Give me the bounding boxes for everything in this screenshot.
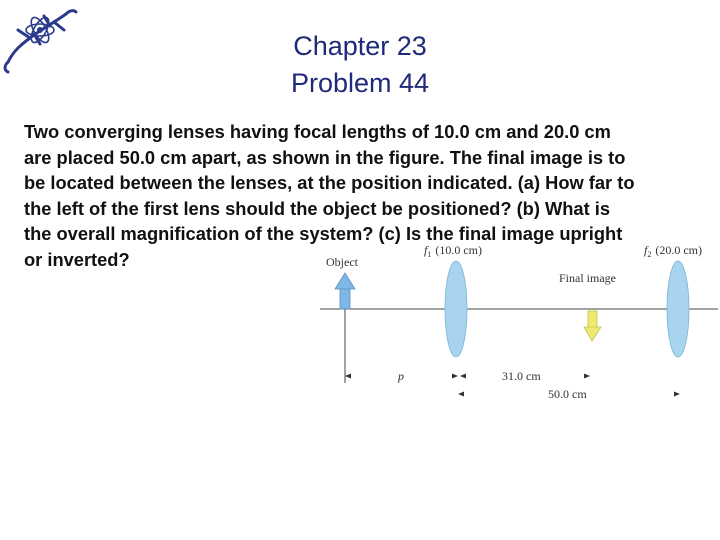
converging-lens-2 — [667, 261, 689, 357]
converging-lens-1 — [445, 261, 467, 357]
logo — [0, 0, 80, 76]
problem-line: or inverted? — [24, 248, 130, 270]
final-image-arrow — [584, 311, 601, 341]
slide-title — [200, 28, 520, 102]
chapter-heading: Chapter 23 — [293, 31, 427, 61]
problem-line: are placed 50.0 cm apart, as shown in the figure. The final image is to — [24, 146, 626, 168]
object-arrow — [335, 273, 355, 309]
problem-heading: Problem 44 — [290, 68, 430, 98]
lizard-atom-logo-icon — [0, 0, 80, 76]
object-label: Object — [326, 255, 358, 269]
distance-31-label: 31.0 cm — [502, 369, 541, 383]
problem-line: the overall magnification of the system? (c) Is the final image upright — [24, 223, 623, 244]
problem-line: be located between the lenses, at the position indicated. (a) How far to — [24, 172, 635, 193]
dimension-arrows-row-1 — [345, 374, 590, 379]
object-distance-label: p — [398, 369, 404, 383]
distance-50-label: 50.0 cm — [548, 387, 587, 401]
lens-2-label: $f_2$ (20.0 cm) — [644, 243, 702, 259]
lens-1-label: $f_1$ (10.0 cm) — [424, 243, 482, 259]
lens-diagram — [300, 235, 720, 405]
problem-line: the left of the first lens should the object be positioned? (b) What is — [24, 197, 611, 219]
problem-line: Two converging lenses having focal lengths of 10.0 cm and 20.0 cm — [24, 121, 611, 142]
final-image-label: Final image — [559, 271, 616, 285]
